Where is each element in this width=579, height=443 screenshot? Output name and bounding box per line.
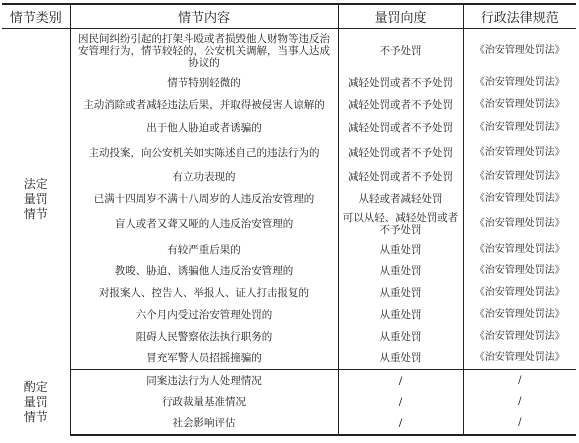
header-category: 情节类别: [2, 4, 70, 29]
row-direction: 减轻处罚或者不予处罚: [338, 73, 463, 94]
document-table-container: [2, 3, 576, 436]
row-law: 《治安管理处罚法》: [474, 98, 565, 110]
row-content: 出于他人胁迫或者诱骗的: [70, 116, 338, 141]
row-content: 对报案人、控告人、举报人、证人打击报复的: [70, 282, 338, 304]
table-row: [2, 73, 576, 94]
category-line: 量罚: [23, 394, 48, 409]
row-law: /: [518, 396, 522, 407]
row-law: 《治安管理处罚法》: [474, 265, 565, 276]
penalty-circumstances-table: [2, 3, 576, 436]
row-direction: 可以从轻、减轻处罚或者不予处罚: [338, 210, 463, 239]
row-law: 《治安管理处罚法》: [474, 44, 565, 56]
row-direction: 从重处罚: [338, 326, 463, 348]
row-direction: /: [338, 370, 463, 392]
row-content: 冒充军警人员招摇撞骗的: [70, 348, 338, 370]
table-row: [2, 189, 576, 210]
row-content: 情节特别轻微的: [70, 73, 338, 94]
row-content: 阻碍人民警察依法执行职务的: [70, 326, 338, 348]
table-row: [2, 261, 576, 282]
row-law: 《治安管理处罚法》: [474, 218, 565, 229]
row-content: 六个月内受过治安管理处罚的: [70, 304, 338, 326]
row-law: /: [518, 374, 522, 386]
row-law: 《治安管理处罚法》: [474, 286, 565, 298]
header-law: 行政法律规范: [463, 4, 576, 29]
category-line: 情节: [23, 206, 48, 221]
category-statutory: [2, 29, 70, 370]
row-law: 《治安管理处罚法》: [474, 330, 565, 342]
row-law: 《治安管理处罚法》: [474, 77, 565, 88]
row-content: 有较严重后果的: [70, 239, 338, 261]
row-direction: 从重处罚: [338, 304, 463, 326]
header-content: 情节内容: [70, 4, 338, 29]
row-content: 主动投案，向公安机关如实陈述自己的违法行为的: [70, 141, 338, 166]
row-direction: 减轻处罚或者不予处罚: [338, 94, 463, 116]
row-law: /: [463, 413, 576, 435]
category-line: 情节: [23, 409, 48, 424]
table-header-row: [2, 4, 576, 29]
row-law: 《治安管理处罚法》: [474, 193, 565, 204]
statutory-section: [2, 29, 576, 370]
table-row: [2, 413, 576, 435]
row-law: 《治安管理处罚法》: [474, 122, 565, 133]
table-row: [2, 370, 576, 392]
discretionary-section: [2, 370, 576, 435]
row-content: 有立功表现的: [70, 166, 338, 189]
row-direction: /: [338, 413, 463, 435]
category-line: 法定: [23, 176, 48, 191]
row-direction: 从重处罚: [338, 239, 463, 261]
table-row: [2, 94, 576, 116]
row-content: 行政裁量基准情况: [70, 392, 338, 413]
row-content: 教唆、胁迫、诱骗他人违反治安管理的: [70, 261, 338, 282]
row-direction: 从重处罚: [338, 282, 463, 304]
row-direction: 减轻处罚或者不予处罚: [338, 141, 463, 166]
row-law: 《治安管理处罚法》: [474, 147, 565, 158]
row-content: 主动消除或者减轻违法后果，并取得被侵害人谅解的: [70, 94, 338, 116]
table-row: [2, 166, 576, 189]
table-row: [2, 348, 576, 370]
table-row: [2, 282, 576, 304]
category-line: 量罚: [23, 191, 48, 206]
row-content: 社会影响评估: [70, 413, 338, 435]
row-direction: 从重处罚: [338, 261, 463, 282]
row-direction: 不予处罚: [338, 29, 463, 73]
table-row: [2, 304, 576, 326]
row-direction: 减轻处罚或者不予处罚: [338, 166, 463, 189]
row-law: 《治安管理处罚法》: [474, 308, 565, 320]
table-row: [2, 210, 576, 239]
table-row: [2, 326, 576, 348]
row-content: 盲人或者又聋又哑的人违反治安管理的: [70, 210, 338, 239]
row-law: 《治安管理处罚法》: [474, 171, 565, 182]
row-direction: 从轻或者减轻处罚: [338, 189, 463, 210]
row-content: 同案违法行为人处理情况: [70, 370, 338, 392]
table-row: [2, 392, 576, 413]
row-direction: /: [338, 392, 463, 413]
row-content: 已满十四周岁不满十八周岁的人违反治安管理的: [70, 189, 338, 210]
category-discretionary: [2, 370, 70, 435]
table-row: [2, 239, 576, 261]
row-direction: 减轻处罚或者不予处罚: [338, 116, 463, 141]
row-law: 《治安管理处罚法》: [474, 243, 565, 255]
table-row: [2, 116, 576, 141]
header-direction: 量罚向度: [338, 4, 463, 29]
row-direction: 从重处罚: [338, 348, 463, 370]
row-content: 因民间纠纷引起的打架斗殴或者损毁他人财物等违反治安管理行为，情节较轻的，公安机关调解，当事人达成协议的: [70, 29, 338, 73]
row-law: 《治安管理处罚法》: [463, 348, 576, 370]
table-row: [2, 29, 576, 73]
category-line: 酌定: [23, 379, 48, 394]
table-row: [2, 141, 576, 166]
